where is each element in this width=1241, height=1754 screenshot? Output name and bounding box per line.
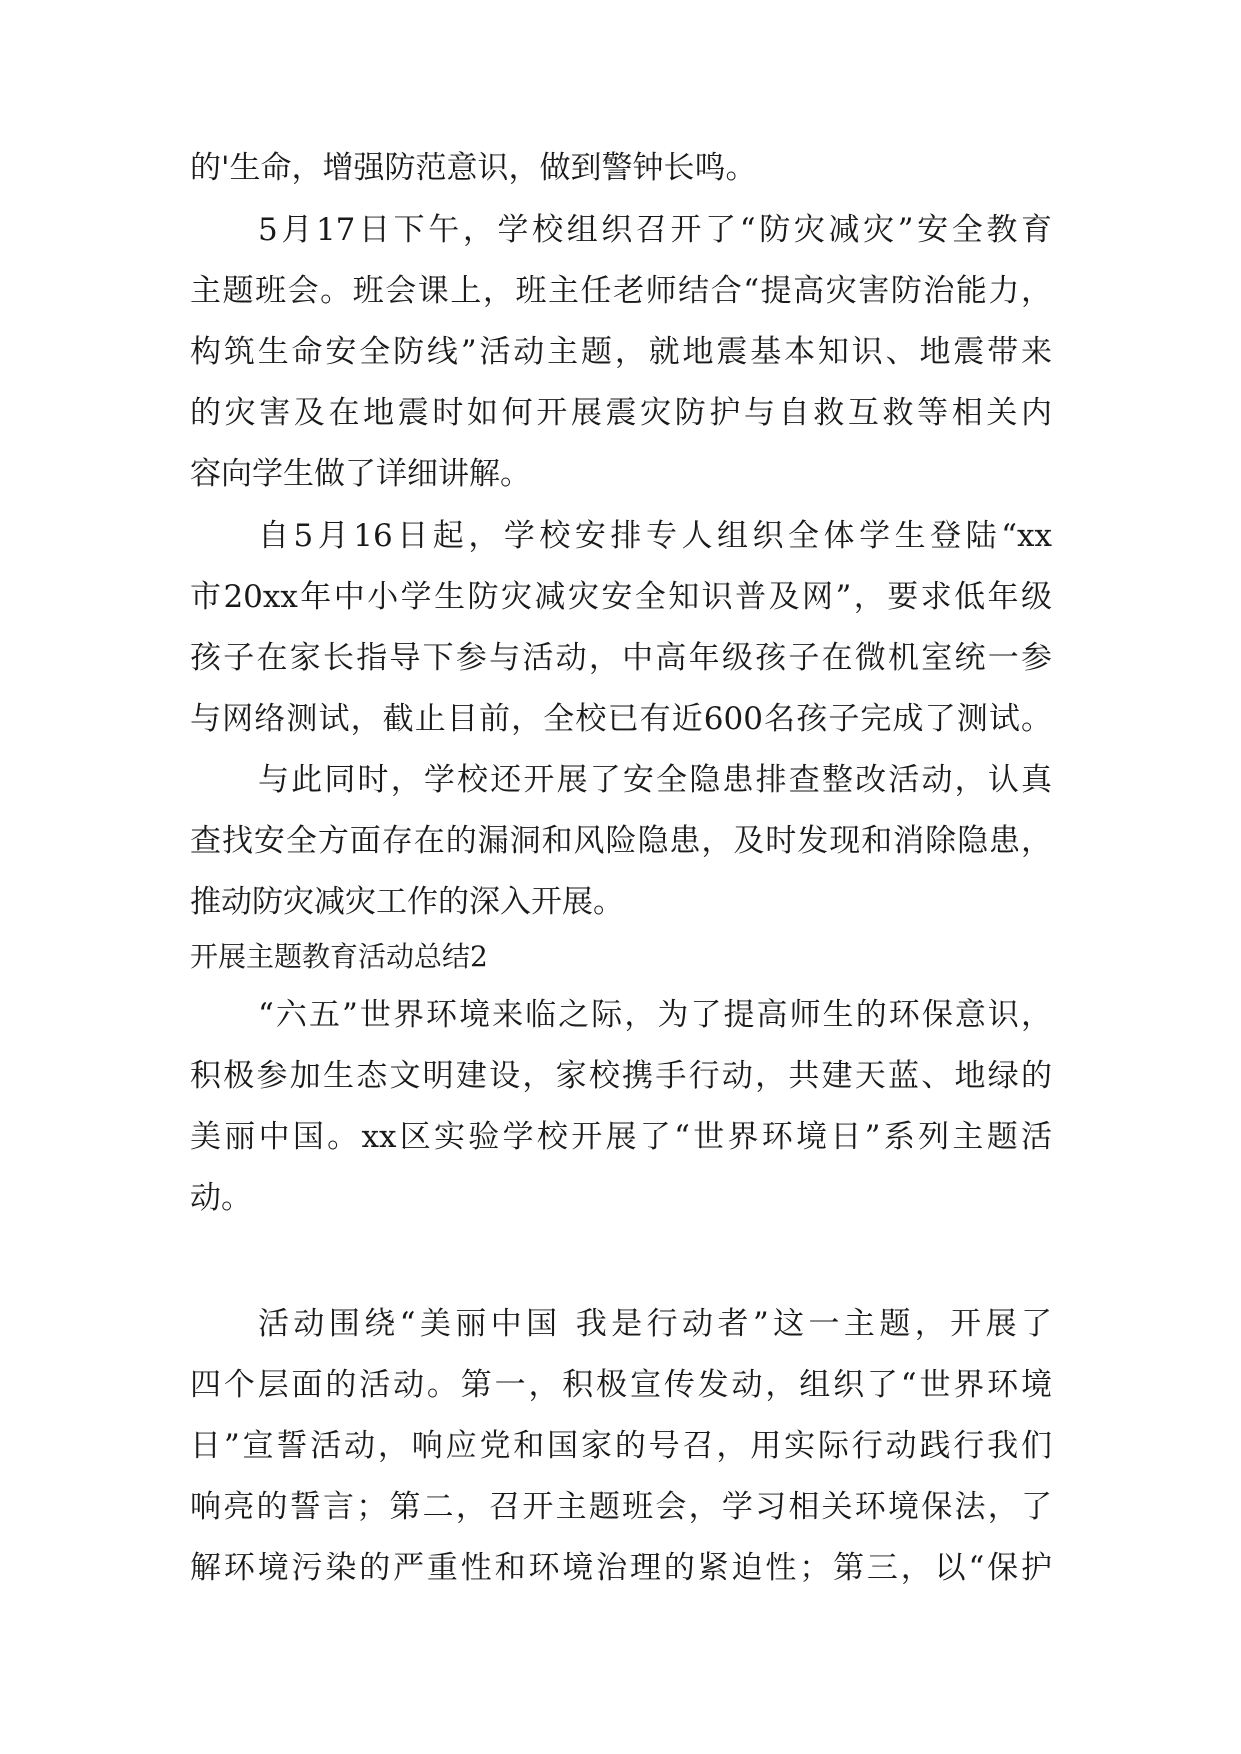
paragraph-line: 解环境污染的严重性和环境治理的紧迫性；第三，以“保护 (190, 1550, 1052, 1586)
paragraph-line: 孩子在家长指导下参与活动，中高年级孩子在微机室统一参 (190, 640, 1052, 676)
paragraph-line: 查找安全方面存在的漏洞和风险隐患，及时发现和消除隐患， (190, 823, 1052, 859)
paragraph-line: 的'生命，增强防范意识，做到警钟长鸣。 (190, 150, 757, 186)
paragraph-line: 活动围绕“美丽中国 我是行动者”这一主题，开展了 (258, 1306, 1052, 1342)
paragraph-line: 美丽中国。xx区实验学校开展了“世界环境日”系列主题活 (190, 1119, 1052, 1155)
paragraph-line: “六五”世界环境来临之际，为了提高师生的环保意识， (258, 997, 1052, 1033)
paragraph-line: 主题班会。班会课上，班主任老师结合“提高灾害防治能力， (190, 273, 1052, 309)
paragraph-line: 响亮的誓言；第二，召开主题班会，学习相关环境保法，了 (190, 1489, 1052, 1525)
paragraph-line: 容向学生做了详细讲解。 (190, 456, 531, 492)
paragraph-line: 的灾害及在地震时如何开展震灾防护与自救互救等相关内 (190, 395, 1052, 431)
paragraph-line: 积极参加生态文明建设，家校携手行动，共建天蓝、地绿的 (190, 1058, 1052, 1094)
paragraph-line: 市20xx年中小学生防灾减灾安全知识普及网”，要求低年级 (190, 579, 1052, 615)
paragraph-line: 动。 (190, 1180, 252, 1216)
paragraph-line: 推动防灾减灾工作的深入开展。 (190, 884, 624, 920)
paragraph-line: 日”宣誓活动，响应党和国家的号召，用实际行动践行我们 (190, 1428, 1052, 1464)
paragraph-line: 与此同时，学校还开展了安全隐患排查整改活动，认真 (258, 762, 1052, 798)
paragraph-line: 四个层面的活动。第一，积极宣传发动，组织了“世界环境 (190, 1367, 1052, 1403)
section-heading: 开展主题教育活动总结2 (190, 940, 488, 973)
paragraph-line: 构筑生命安全防线”活动主题，就地震基本知识、地震带来 (190, 334, 1052, 370)
paragraph-line: 自5月16日起，学校安排专人组织全体学生登陆“xx (258, 518, 1052, 554)
paragraph-line: 与网络测试，截止目前，全校已有近600名孩子完成了测试。 (190, 701, 1052, 737)
paragraph-line: 5月17日下午，学校组织召开了“防灾减灾”安全教育 (258, 212, 1052, 248)
